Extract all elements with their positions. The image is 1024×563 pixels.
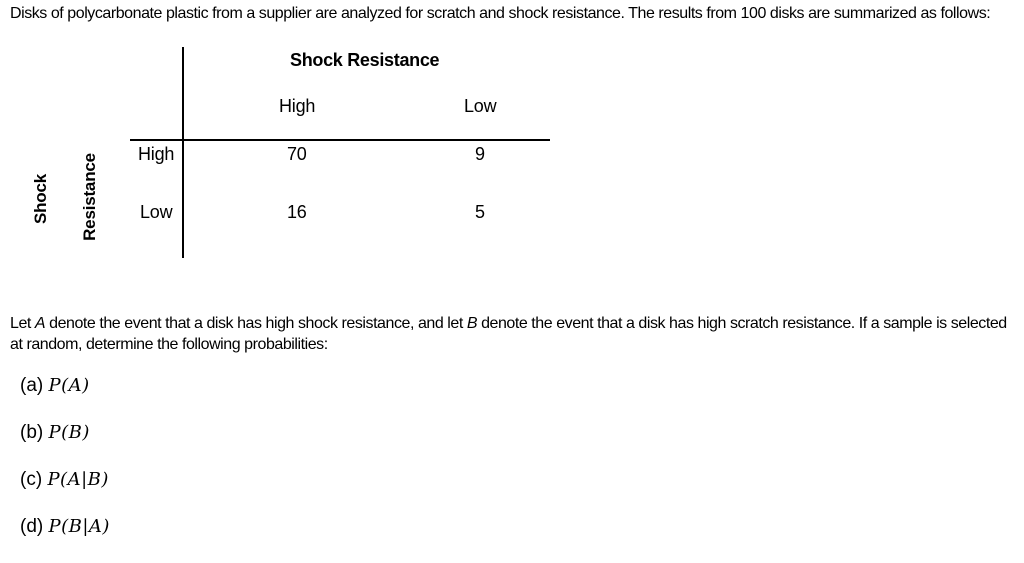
question-label: (d) [20, 516, 49, 537]
column-header: Shock Resistance [290, 50, 440, 70]
cell-low-high: 16 [287, 202, 307, 222]
row-header-shock: Shock [31, 173, 50, 225]
paragraph-text: denote the event that a disk has high scratch resistance. If a sample is selected at random, determine the following probabilities: [10, 315, 1007, 353]
table-vertical-divider [182, 47, 184, 258]
problem-intro: Disks of polycarbonate plastic from a supplier are analyzed for scratch and shock resistance. The results from 100 disks are summarized as follows: [10, 5, 991, 22]
question-a [20, 375, 90, 397]
cell-high-high: 70 [287, 144, 307, 164]
question-c [20, 469, 109, 491]
question-expression: P(A|B) [47, 469, 109, 490]
column-label-low: Low [464, 96, 497, 116]
question-label: (a) [20, 375, 49, 396]
row-header-resistance: Resistance [80, 153, 99, 241]
row-label-low: Low [140, 202, 173, 222]
cell-low-low: 5 [475, 202, 485, 222]
row-label-high: High [138, 144, 175, 164]
paragraph-text: denote the event that a disk has high shock resistance, and let [45, 315, 467, 332]
question-expression: P(B|A) [48, 516, 110, 537]
question-expression: P(A) [48, 375, 90, 396]
table-horizontal-divider [130, 139, 550, 141]
event-b: B [466, 315, 478, 332]
question-label: (c) [20, 469, 48, 490]
question-d [20, 516, 110, 538]
question-expression: P(B) [48, 422, 90, 443]
column-label-high: High [279, 96, 316, 116]
paragraph-text: Let [10, 315, 35, 332]
event-a: A [34, 315, 46, 332]
problem-paragraph [10, 313, 1015, 355]
question-label: (b) [20, 422, 49, 443]
cell-high-low: 9 [475, 144, 485, 164]
question-b [20, 422, 90, 444]
